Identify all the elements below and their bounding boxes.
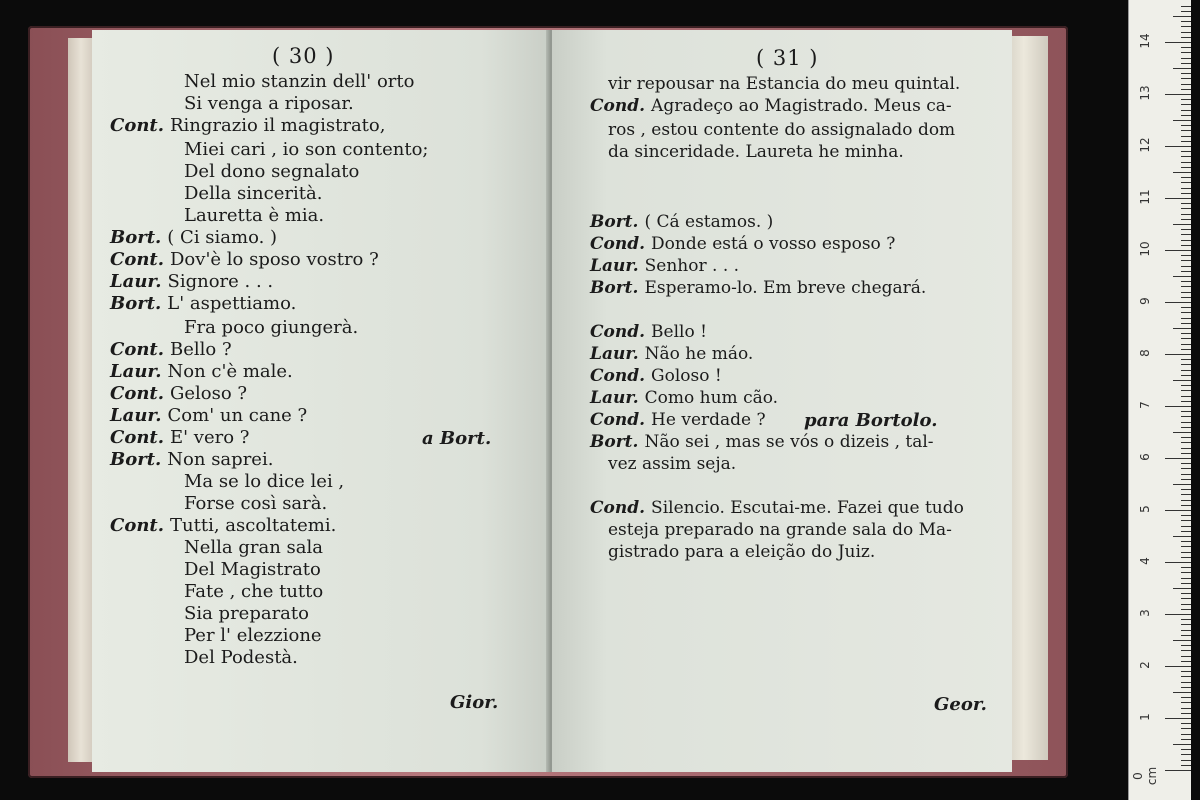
ruler-tick	[1181, 723, 1191, 724]
ruler-tick	[1181, 598, 1191, 599]
ruler-tick	[1181, 47, 1191, 48]
text-line	[184, 206, 324, 226]
line-text: Sia preparato	[184, 603, 309, 624]
ruler-tick	[1181, 645, 1191, 646]
ruler-tick	[1165, 146, 1191, 147]
speaker-name: Bort.	[110, 293, 162, 314]
line-text: esteja preparado na grande sala do Ma-	[608, 520, 952, 540]
ruler-tick	[1181, 583, 1191, 584]
ruler-tick	[1181, 182, 1191, 183]
ruler-tick	[1181, 401, 1191, 402]
speaker-name: Bort.	[590, 212, 639, 232]
ruler-tick	[1181, 297, 1191, 298]
ruler-tick	[1181, 156, 1191, 157]
text-line	[184, 648, 298, 668]
ruler-tick	[1181, 702, 1191, 703]
ruler-tick	[1181, 739, 1191, 740]
ruler-tick	[1181, 167, 1191, 168]
ruler-tick	[1181, 162, 1191, 163]
line-text: Tutti, ascoltatemi.	[170, 515, 337, 536]
ruler-tick	[1181, 546, 1191, 547]
right-page	[552, 30, 1012, 772]
ruler-tick	[1181, 136, 1191, 137]
line-text: Signore . . .	[167, 271, 274, 292]
ruler-number: 1	[1138, 713, 1152, 721]
text-line	[590, 96, 952, 116]
speaker-name: Laur.	[590, 256, 639, 276]
ruler-tick	[1165, 770, 1191, 771]
ruler-tick	[1181, 489, 1191, 490]
page-number: ( 30 )	[272, 44, 335, 68]
ruler-tick	[1181, 479, 1191, 480]
ruler-tick	[1181, 396, 1191, 397]
ruler-number: 7	[1138, 401, 1152, 409]
ruler-tick	[1181, 110, 1191, 111]
line-text: Agradeço ao Magistrado. Meus ca-	[651, 96, 952, 116]
ruler-tick	[1181, 567, 1191, 568]
ruler-tick	[1165, 94, 1191, 95]
ruler-tick	[1181, 515, 1191, 516]
ruler-tick	[1181, 765, 1191, 766]
line-text: Del Podestà.	[184, 647, 298, 668]
ruler-unit-label: 0 cm	[1131, 766, 1159, 786]
line-text: Non c'è male.	[167, 361, 293, 382]
measuring-ruler	[1128, 0, 1191, 800]
text-line	[184, 94, 354, 114]
line-text: Não he máo.	[644, 344, 754, 364]
ruler-tick	[1181, 708, 1191, 709]
ruler-tick	[1181, 203, 1191, 204]
ruler-number: 10	[1138, 241, 1152, 257]
ruler-tick	[1165, 354, 1191, 355]
speaker-name: Bort.	[110, 227, 162, 248]
speaker-name: Bort.	[590, 432, 639, 452]
ruler-tick	[1181, 390, 1191, 391]
line-text: Fra poco giungerà.	[184, 317, 359, 338]
text-line	[184, 538, 323, 558]
text-line	[184, 472, 344, 492]
text-line	[590, 344, 753, 364]
text-line	[110, 340, 232, 360]
ruler-tick	[1181, 78, 1191, 79]
catchword: Geor.	[934, 694, 987, 715]
ruler-tick	[1181, 193, 1191, 194]
line-text: He verdade ?	[651, 410, 766, 430]
line-text: Lauretta è mia.	[184, 205, 325, 226]
text-line	[110, 450, 273, 470]
ruler-tick	[1181, 468, 1191, 469]
line-text: Nella gran sala	[184, 537, 323, 558]
ruler-tick	[1181, 188, 1191, 189]
ruler-number: 2	[1138, 661, 1152, 669]
ruler-tick	[1181, 593, 1191, 594]
ruler-tick	[1181, 609, 1191, 610]
line-text: Geloso ?	[170, 383, 248, 404]
ruler-tick	[1181, 500, 1191, 501]
line-text: Ringrazio il magistrato,	[170, 115, 386, 136]
ruler-tick	[1181, 650, 1191, 651]
speaker-name: Laur.	[590, 388, 639, 408]
text-line	[590, 432, 934, 452]
ruler-tick	[1181, 557, 1191, 558]
ruler-tick	[1181, 578, 1191, 579]
line-text: Nel mio stanzin dell' orto	[184, 71, 415, 92]
ruler-tick	[1173, 328, 1191, 329]
text-line	[110, 516, 336, 536]
ruler-tick	[1181, 448, 1191, 449]
speaker-name: Laur.	[110, 271, 162, 292]
ruler-tick	[1181, 229, 1191, 230]
ruler-tick	[1181, 661, 1191, 662]
text-line	[110, 362, 293, 382]
ruler-tick	[1181, 214, 1191, 215]
ruler-tick	[1181, 416, 1191, 417]
text-line	[110, 384, 247, 404]
speaker-name: Cond.	[590, 322, 646, 342]
ruler-tick	[1173, 692, 1191, 693]
ruler-tick	[1181, 427, 1191, 428]
text-line	[110, 294, 296, 314]
line-text: Della sincerità.	[184, 183, 323, 204]
ruler-tick	[1181, 271, 1191, 272]
line-text: vez assim seja.	[608, 454, 737, 474]
text-line	[184, 560, 321, 580]
ruler-tick	[1181, 115, 1191, 116]
ruler-tick	[1165, 302, 1191, 303]
ruler-tick	[1173, 16, 1191, 17]
text-line	[608, 520, 952, 540]
ruler-tick	[1181, 234, 1191, 235]
line-text: ( Ci siamo. )	[167, 227, 278, 248]
ruler-tick	[1165, 562, 1191, 563]
ruler-tick	[1181, 52, 1191, 53]
line-text: L' aspettiamo.	[167, 293, 297, 314]
line-text: Fate , che tutto	[184, 581, 324, 602]
ruler-tick	[1181, 411, 1191, 412]
ruler-tick	[1181, 6, 1191, 7]
text-line	[184, 140, 429, 160]
ruler-tick	[1181, 385, 1191, 386]
ruler-number: 12	[1138, 137, 1152, 153]
speaker-name: Cond.	[590, 498, 646, 518]
ruler-tick	[1165, 458, 1191, 459]
ruler-tick	[1181, 286, 1191, 287]
line-text: Per l' elezzione	[184, 625, 322, 646]
line-text: Bello ?	[170, 339, 232, 360]
speaker-name: Laur.	[590, 344, 639, 364]
speaker-name: Bort.	[110, 449, 162, 470]
speaker-name: Laur.	[110, 361, 162, 382]
line-text: gistrado para a eleição do Juiz.	[608, 542, 876, 562]
ruler-tick	[1181, 728, 1191, 729]
ruler-tick	[1181, 656, 1191, 657]
ruler-tick	[1181, 572, 1191, 573]
ruler-tick	[1181, 11, 1191, 12]
line-text: Del Magistrato	[184, 559, 321, 580]
ruler-tick	[1181, 531, 1191, 532]
line-text: Esperamo-lo. Em breve chegará.	[644, 278, 927, 298]
line-text: Si venga a riposar.	[184, 93, 354, 114]
speaker-name: Laur.	[110, 405, 162, 426]
ruler-number: 5	[1138, 505, 1152, 513]
stage-direction: a Bort.	[422, 428, 492, 449]
line-text: Del dono segnalato	[184, 161, 360, 182]
text-line	[590, 212, 773, 232]
ruler-number: 14	[1138, 33, 1152, 49]
ruler-tick	[1181, 630, 1191, 631]
left-page-edges	[68, 38, 94, 762]
ruler-tick	[1181, 260, 1191, 261]
ruler-number: 6	[1138, 453, 1152, 461]
ruler-tick	[1181, 676, 1191, 677]
ruler-tick	[1181, 422, 1191, 423]
ruler-tick	[1181, 734, 1191, 735]
line-text: ros , estou contente do assignalado dom	[608, 120, 956, 140]
ruler-tick	[1173, 640, 1191, 641]
ruler-tick	[1181, 552, 1191, 553]
ruler-tick	[1165, 718, 1191, 719]
right-page-edges	[1008, 36, 1048, 760]
ruler-tick	[1181, 208, 1191, 209]
ruler-tick	[1181, 141, 1191, 142]
speaker-name: Cond.	[590, 410, 646, 430]
text-line	[590, 410, 766, 430]
line-text: Goloso !	[651, 366, 722, 386]
ruler-tick	[1181, 749, 1191, 750]
text-line	[110, 272, 273, 292]
ruler-number: 8	[1138, 349, 1152, 357]
ruler-tick	[1165, 42, 1191, 43]
ruler-tick	[1181, 624, 1191, 625]
speaker-name: Cond.	[590, 366, 646, 386]
ruler-tick	[1181, 370, 1191, 371]
ruler-tick	[1173, 432, 1191, 433]
text-line	[184, 72, 414, 92]
ruler-tick	[1173, 68, 1191, 69]
ruler-tick	[1181, 281, 1191, 282]
ruler-tick	[1181, 338, 1191, 339]
ruler-tick	[1181, 520, 1191, 521]
text-line	[184, 162, 359, 182]
line-text: Com' un cane ?	[167, 405, 308, 426]
ruler-tick	[1181, 177, 1191, 178]
stage-direction: para Bortolo.	[804, 410, 938, 431]
ruler-tick	[1181, 323, 1191, 324]
ruler-tick	[1165, 406, 1191, 407]
ruler-tick	[1181, 541, 1191, 542]
ruler-tick	[1181, 151, 1191, 152]
ruler-tick	[1181, 505, 1191, 506]
line-text: Como hum cão.	[644, 388, 779, 408]
line-text: Ma se lo dice lei ,	[184, 471, 345, 492]
ruler-tick	[1181, 99, 1191, 100]
ruler-tick	[1173, 484, 1191, 485]
ruler-number: 11	[1138, 189, 1152, 205]
ruler-tick	[1181, 130, 1191, 131]
ruler-tick	[1181, 104, 1191, 105]
line-text: Silencio. Escutai-me. Fazei que tudo	[651, 498, 964, 518]
line-text: da sinceridade. Laureta he minha.	[608, 142, 904, 162]
text-line	[184, 184, 322, 204]
ruler-tick	[1181, 526, 1191, 527]
text-line	[110, 228, 277, 248]
line-text: Senhor . . .	[644, 256, 740, 276]
speaker-name: Cont.	[110, 427, 164, 448]
ruler-tick	[1181, 697, 1191, 698]
text-line	[590, 366, 722, 386]
ruler-tick	[1181, 375, 1191, 376]
left-page	[92, 30, 550, 772]
speaker-name: Cont.	[110, 249, 164, 270]
speaker-name: Cont.	[110, 515, 164, 536]
ruler-tick	[1165, 666, 1191, 667]
line-text: Miei cari , io son contento;	[184, 139, 429, 160]
ruler-number: 9	[1138, 297, 1152, 305]
line-text: Donde está o vosso esposo ?	[651, 234, 896, 254]
text-line	[590, 322, 707, 342]
text-line	[110, 406, 307, 426]
ruler-tick	[1173, 744, 1191, 745]
ruler-tick	[1181, 240, 1191, 241]
line-text: vir repousar na Estancia do meu quintal.	[608, 74, 961, 94]
speaker-name: Cond.	[590, 96, 646, 116]
ruler-tick	[1181, 63, 1191, 64]
ruler-tick	[1181, 754, 1191, 755]
text-line	[184, 318, 358, 338]
ruler-tick	[1181, 713, 1191, 714]
text-line	[590, 234, 895, 254]
ruler-tick	[1181, 437, 1191, 438]
speaker-name: Bort.	[590, 278, 639, 298]
ruler-tick	[1181, 89, 1191, 90]
ruler-tick	[1181, 687, 1191, 688]
ruler-tick	[1173, 588, 1191, 589]
ruler-tick	[1165, 614, 1191, 615]
ruler-tick	[1181, 125, 1191, 126]
text-line	[184, 604, 309, 624]
line-text: ( Cá estamos. )	[644, 212, 774, 232]
ruler-tick	[1181, 671, 1191, 672]
text-line	[110, 428, 249, 448]
ruler-tick	[1181, 245, 1191, 246]
ruler-tick	[1181, 32, 1191, 33]
line-text: Dov'è lo sposo vostro ?	[170, 249, 379, 270]
ruler-tick	[1181, 442, 1191, 443]
ruler-tick	[1181, 463, 1191, 464]
ruler-tick	[1181, 266, 1191, 267]
speaker-name: Cont.	[110, 339, 164, 360]
ruler-tick	[1181, 494, 1191, 495]
ruler-tick	[1165, 250, 1191, 251]
ruler-tick	[1181, 37, 1191, 38]
ruler-tick	[1173, 536, 1191, 537]
ruler-tick	[1173, 276, 1191, 277]
text-line	[184, 582, 323, 602]
ruler-tick	[1181, 635, 1191, 636]
text-line	[590, 388, 778, 408]
ruler-tick	[1181, 255, 1191, 256]
line-text: Não sei , mas se vós o dizeis , tal-	[644, 432, 934, 452]
ruler-tick	[1181, 26, 1191, 27]
ruler-tick	[1181, 604, 1191, 605]
text-line	[590, 498, 964, 518]
ruler-tick	[1173, 172, 1191, 173]
text-line	[608, 74, 960, 94]
ruler-tick	[1181, 619, 1191, 620]
ruler-number: 13	[1138, 85, 1152, 101]
line-text: E' vero ?	[170, 427, 250, 448]
ruler-tick	[1181, 307, 1191, 308]
speaker-name: Cond.	[590, 234, 646, 254]
ruler-tick	[1181, 474, 1191, 475]
ruler-tick	[1181, 344, 1191, 345]
text-line	[184, 626, 322, 646]
text-line	[110, 116, 385, 136]
ruler-number: 3	[1138, 609, 1152, 617]
ruler-tick	[1181, 453, 1191, 454]
speaker-name: Cont.	[110, 383, 164, 404]
ruler-tick	[1181, 292, 1191, 293]
ruler-tick	[1181, 682, 1191, 683]
text-line	[590, 278, 926, 298]
line-text: Bello !	[651, 322, 707, 342]
ruler-tick	[1173, 224, 1191, 225]
line-text: Forse così sarà.	[184, 493, 328, 514]
speaker-name: Cont.	[110, 115, 164, 136]
text-line	[608, 120, 955, 140]
ruler-tick	[1173, 380, 1191, 381]
ruler-tick	[1181, 318, 1191, 319]
text-line	[110, 250, 379, 270]
ruler-tick	[1165, 510, 1191, 511]
ruler-tick	[1181, 312, 1191, 313]
ruler-tick	[1181, 73, 1191, 74]
ruler-tick	[1165, 198, 1191, 199]
ruler-tick	[1181, 219, 1191, 220]
ruler-tick	[1181, 359, 1191, 360]
catchword: Gior.	[450, 692, 499, 713]
text-line	[608, 542, 875, 562]
ruler-tick	[1173, 120, 1191, 121]
ruler-tick	[1181, 84, 1191, 85]
text-line	[608, 142, 904, 162]
line-text: Non saprei.	[167, 449, 274, 470]
text-line	[608, 454, 736, 474]
ruler-number: 4	[1138, 557, 1152, 565]
ruler-tick	[1181, 349, 1191, 350]
page-number: ( 31 )	[756, 46, 819, 70]
ruler-tick	[1181, 333, 1191, 334]
ruler-tick	[1181, 21, 1191, 22]
ruler-tick	[1181, 760, 1191, 761]
text-line	[590, 256, 739, 276]
text-line	[184, 494, 327, 514]
ruler-tick	[1181, 58, 1191, 59]
ruler-tick	[1181, 364, 1191, 365]
